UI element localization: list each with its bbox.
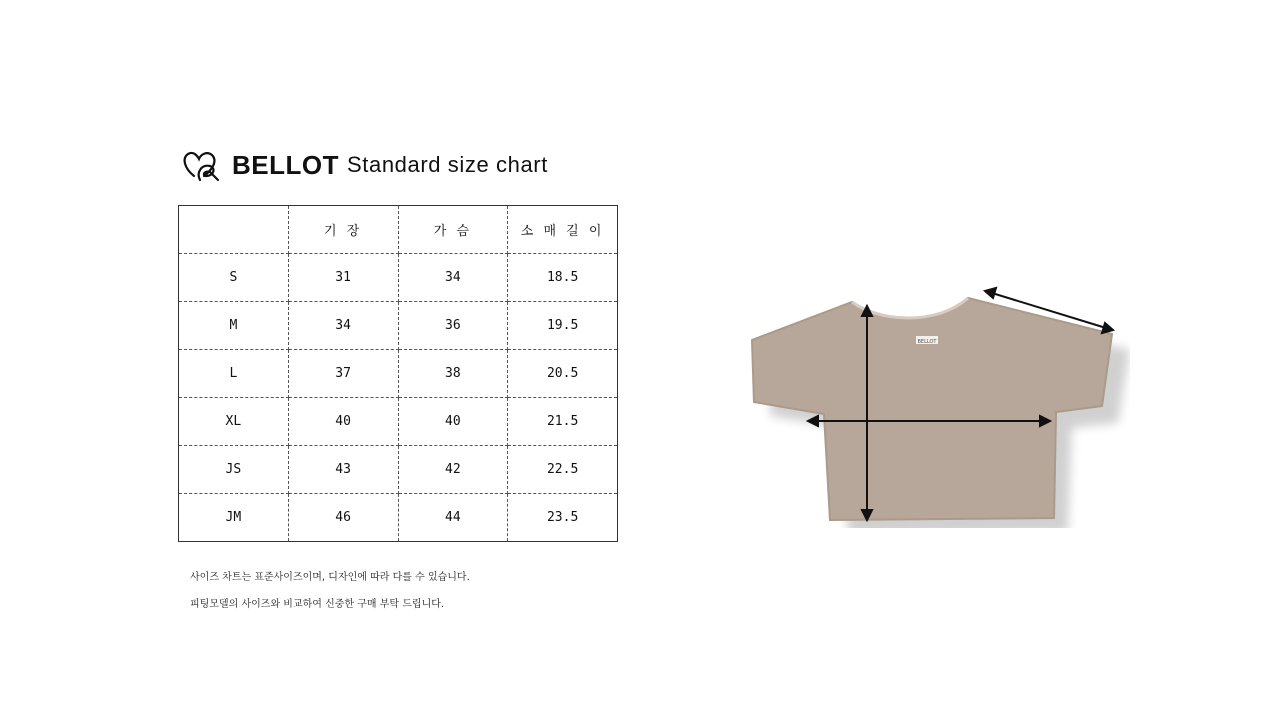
column-header-chest: 가 슴 bbox=[398, 206, 508, 254]
length-cell: 34 bbox=[288, 302, 398, 350]
length-cell: 37 bbox=[288, 350, 398, 398]
chest-cell: 40 bbox=[398, 398, 508, 446]
table-row bbox=[179, 254, 618, 302]
garment-tag-label: BELLOT bbox=[917, 339, 937, 345]
table-row bbox=[179, 350, 618, 398]
chart-header bbox=[180, 146, 548, 184]
size-table bbox=[178, 205, 618, 542]
note-line: 피팅모델의 사이즈와 비교하여 신중한 구매 부탁 드립니다. bbox=[190, 599, 445, 610]
garment-illustration bbox=[740, 278, 1130, 528]
size-cell: XL bbox=[179, 398, 289, 446]
bellot-logo-icon bbox=[180, 146, 222, 184]
length-cell: 46 bbox=[288, 494, 398, 542]
table-row bbox=[179, 398, 618, 446]
chest-cell: 36 bbox=[398, 302, 508, 350]
brand-title: BELLOT bbox=[232, 149, 339, 180]
table-row bbox=[179, 494, 618, 542]
chest-cell: 38 bbox=[398, 350, 508, 398]
chart-subtitle: Standard size chart bbox=[347, 152, 548, 177]
chest-cell: 44 bbox=[398, 494, 508, 542]
table-row bbox=[179, 446, 618, 494]
size-cell: L bbox=[179, 350, 289, 398]
sleeve-cell: 20.5 bbox=[508, 350, 618, 398]
length-cell: 43 bbox=[288, 446, 398, 494]
column-header-sleeve: 소 매 길 이 bbox=[508, 206, 618, 254]
column-header-length: 기 장 bbox=[288, 206, 398, 254]
length-cell: 31 bbox=[288, 254, 398, 302]
table-row bbox=[179, 302, 618, 350]
sleeve-cell: 21.5 bbox=[508, 398, 618, 446]
column-header-empty bbox=[179, 206, 289, 254]
table-header-row bbox=[179, 206, 618, 254]
chest-cell: 42 bbox=[398, 446, 508, 494]
length-cell: 40 bbox=[288, 398, 398, 446]
sleeve-cell: 22.5 bbox=[508, 446, 618, 494]
sleeve-cell: 18.5 bbox=[508, 254, 618, 302]
size-cell: JM bbox=[179, 494, 289, 542]
note-line: 사이즈 차트는 표준사이즈이며, 디자인에 따라 다를 수 있습니다. bbox=[190, 572, 470, 583]
sleeve-cell: 23.5 bbox=[546, 510, 579, 525]
size-cell: S bbox=[179, 254, 289, 302]
sleeve-cell: 19.5 bbox=[508, 302, 618, 350]
chest-cell: 34 bbox=[398, 254, 508, 302]
size-cell: M bbox=[179, 302, 289, 350]
size-notes bbox=[190, 572, 470, 626]
size-cell: JS bbox=[179, 446, 289, 494]
